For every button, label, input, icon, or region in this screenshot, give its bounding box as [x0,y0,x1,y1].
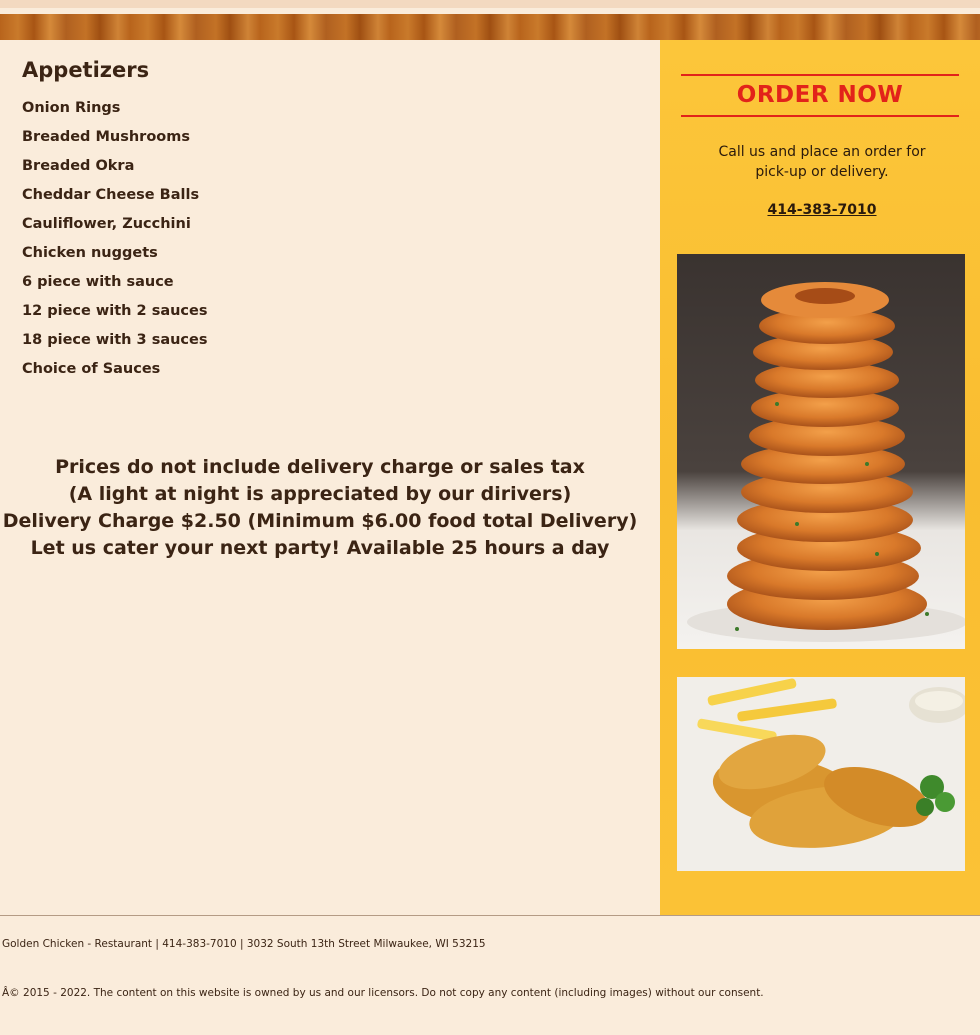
onion-rings-illustration [677,254,965,649]
menu-item: Breaded Okra [22,158,135,174]
menu-item: Cheddar Cheese Balls [22,187,200,203]
footer-copyright: Â© 2015 - 2022. The content on this website is owned by us and our licensors. Do not copy any content (including images) without our consent. [2,987,764,999]
menu-item: Choice of Sauces [22,361,161,377]
menu-item: Chicken nuggets [22,245,158,261]
order-now-title: ORDER NOW [736,82,904,108]
call-instructions: Call us and place an order for pick-up or delivery. [718,144,926,180]
menu-item: Breaded Mushrooms [22,129,190,145]
notice-line: Prices do not include delivery charge or sales tax [55,456,585,478]
menu-item: Onion Rings [22,100,121,116]
menu-item: 12 piece with 2 sauces [22,303,208,319]
menu-list [22,98,208,388]
order-now-banner [681,74,959,117]
notice-line: (A light at night is appreciated by our dirivers) [68,483,572,505]
footer-divider [0,915,980,916]
menu-item: 6 piece with sauce [22,274,174,290]
main-content [0,40,660,915]
notice-line: Delivery Charge $2.50 (Minimum $6.00 food total Delivery) [2,510,638,532]
menu-item: 18 piece with 3 sauces [22,332,208,348]
order-sidebar [660,40,980,915]
chicken-tenders-illustration [677,677,965,871]
menu-section-title: Appetizers [22,58,150,82]
footer-address: Golden Chicken - Restaurant | 414-383-7010 | 3032 South 13th Street Milwaukee, WI 53215 [2,938,486,950]
chicken-tenders-photo [677,677,965,871]
onion-rings-photo [677,254,965,649]
wood-header-band [0,14,980,40]
phone-link[interactable]: 414-383-7010 [767,202,877,218]
notice-line: Let us cater your next party! Available 25 hours a day [30,537,610,559]
pricing-notice [0,454,640,562]
menu-item: Cauliflower, Zucchini [22,216,191,232]
top-strip [0,0,980,8]
